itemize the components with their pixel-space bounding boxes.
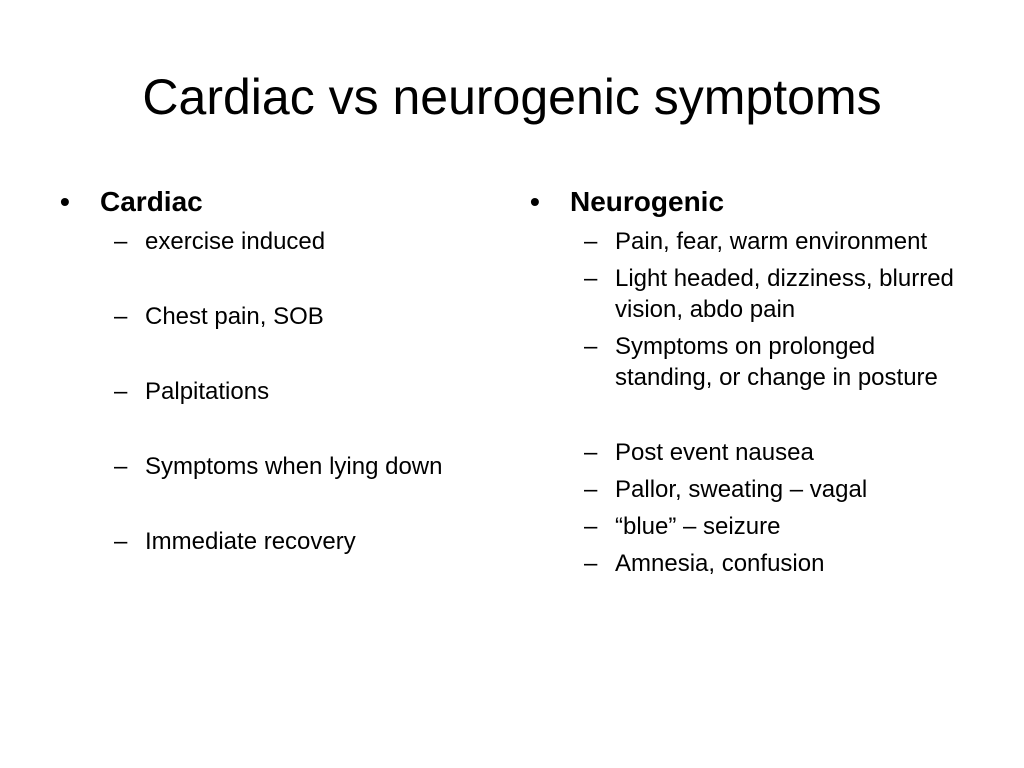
dash-icon: – (584, 550, 598, 577)
list-item-text: Symptoms when lying down (145, 453, 443, 480)
list-item-text: Chest pain, SOB (145, 303, 324, 330)
dash-icon: – (114, 528, 128, 555)
list-item (530, 226, 970, 257)
cardiac-symptom-list (60, 226, 500, 557)
neurogenic-heading: Neurogenic (570, 186, 725, 217)
list-item-text: Pain, fear, warm environment (615, 228, 928, 255)
list-item (60, 226, 500, 257)
cardiac-column (60, 183, 500, 557)
neurogenic-symptom-list (530, 226, 970, 579)
cardiac-heading-item (60, 183, 500, 221)
dash-icon: – (584, 228, 598, 255)
dash-icon: – (114, 228, 128, 255)
list-item-text: Post event nausea (615, 439, 814, 466)
list-item-text: Pallor, sweating – vagal (615, 476, 868, 503)
dash-icon: – (584, 476, 598, 503)
neurogenic-column (530, 183, 970, 579)
list-item (530, 437, 970, 468)
list-item-text: Light headed, dizziness, blurred vision, abdo pain (615, 265, 954, 323)
list-item-text: Symptoms on prolonged standing, or change in posture (615, 333, 938, 391)
bullet-icon: • (60, 186, 70, 217)
slide-title: Cardiac vs neurogenic symptoms (142, 69, 882, 125)
dash-icon: – (584, 333, 598, 360)
list-item (530, 511, 970, 542)
list-item (530, 474, 970, 505)
list-item (530, 263, 970, 325)
cardiac-heading: Cardiac (100, 186, 203, 217)
list-item (530, 548, 970, 579)
list-item (60, 376, 500, 407)
neurogenic-heading-item (530, 183, 970, 221)
dash-icon: – (114, 453, 128, 480)
dash-icon: – (114, 378, 128, 405)
list-item-text: “blue” – seizure (615, 513, 781, 540)
dash-icon: – (114, 303, 128, 330)
list-item (60, 301, 500, 332)
list-item-text: exercise induced (145, 228, 326, 255)
list-item (60, 526, 500, 557)
dash-icon: – (584, 439, 598, 466)
dash-icon: – (584, 265, 598, 292)
list-item (60, 451, 500, 482)
list-item-text: Immediate recovery (145, 528, 356, 555)
list-item-text: Palpitations (145, 378, 270, 405)
list-item (530, 331, 970, 393)
dash-icon: – (584, 513, 598, 540)
list-item-text: Amnesia, confusion (615, 550, 825, 577)
bullet-icon: • (530, 186, 540, 217)
